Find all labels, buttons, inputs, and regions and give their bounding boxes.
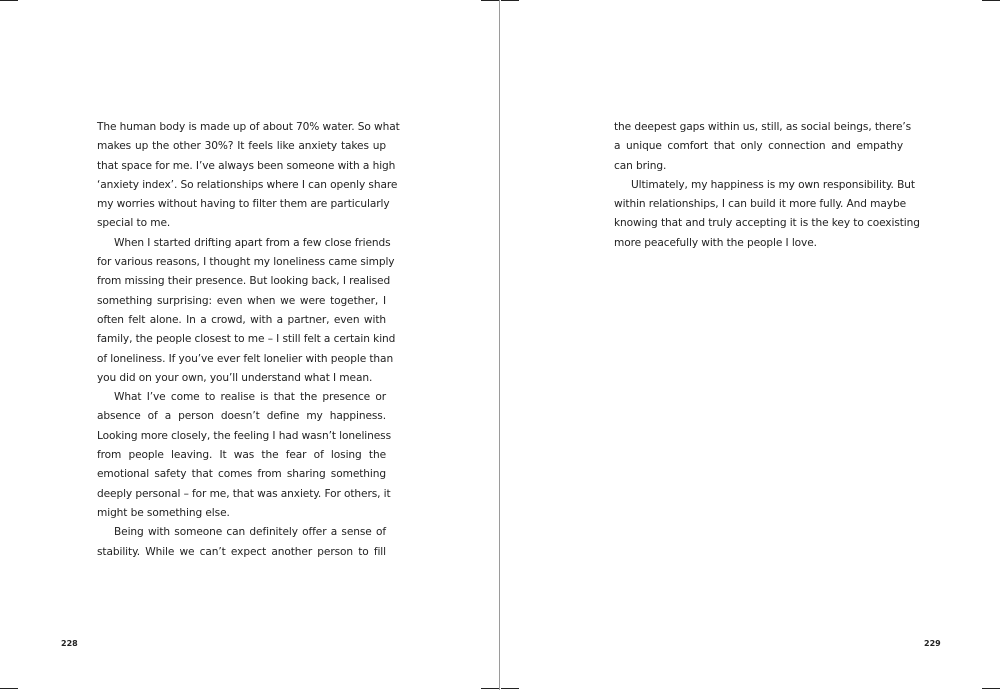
text-line: The human body is made up of about 70% water. So what [97, 121, 400, 133]
text-line: knowing that and truly accepting it is the key to coexisting [614, 217, 920, 230]
text-line: ‘anxiety index’. So relationships where I can openly share [97, 178, 398, 191]
text-line: my worries without having to filter them are particularly [97, 198, 390, 211]
text-line: that space for me. I’ve always been someone with a high [97, 159, 396, 172]
text-line: from missing their presence. But looking back, I realised [97, 275, 391, 288]
text-line: within relationships, I can build it more fully. And maybe [614, 198, 907, 211]
text-line: often felt alone. In a crowd, with a partner, even with [97, 313, 386, 326]
text-line: special to me. [97, 217, 171, 230]
text-line: Looking more closely, the feeling I had wasn’t loneliness [97, 429, 391, 442]
right-page-body-text [614, 118, 920, 253]
text-line: can bring. [614, 159, 667, 172]
text-line: the deepest gaps within us, still, as social beings, there’s [614, 121, 912, 133]
text-line: What I’ve come to realise is that the presence or [114, 391, 386, 404]
text-line: more peacefully with the people I love. [614, 236, 817, 249]
left-page-body-text [97, 118, 400, 562]
text-line: family, the people closest to me – I still felt a certain kind [97, 333, 396, 346]
right-page [500, 0, 1000, 690]
text-line: a unique comfort that only connection and empathy [614, 140, 903, 153]
text-line: emotional safety that comes from sharing something [97, 468, 386, 481]
text-line: When I started drifting apart from a few close friends [114, 236, 391, 249]
page-number-right: 229 [924, 639, 941, 648]
text-line: might be something else. [97, 506, 230, 519]
page-number-left: 228 [61, 639, 78, 648]
text-line: Being with someone can definitely offer a sense of [114, 526, 386, 539]
text-line: something surprising: even when we were together, I [97, 294, 386, 307]
text-line: from people leaving. It was the fear of losing the [97, 449, 386, 462]
text-line: deeply personal – for me, that was anxiety. For others, it [97, 487, 391, 500]
text-line: Ultimately, my happiness is my own responsibility. But [631, 178, 915, 191]
text-line: for various reasons, I thought my loneliness came simply [97, 256, 395, 269]
text-line: stability. While we can’t expect another person to fill [97, 545, 386, 558]
text-line: absence of a person doesn’t define my happiness. [97, 410, 386, 423]
text-line: makes up the other 30%? It feels like anxiety takes up [97, 140, 386, 153]
text-line: you did on your own, you’ll understand what I mean. [97, 371, 373, 384]
text-line: of loneliness. If you’ve ever felt lonelier with people than [97, 352, 394, 365]
